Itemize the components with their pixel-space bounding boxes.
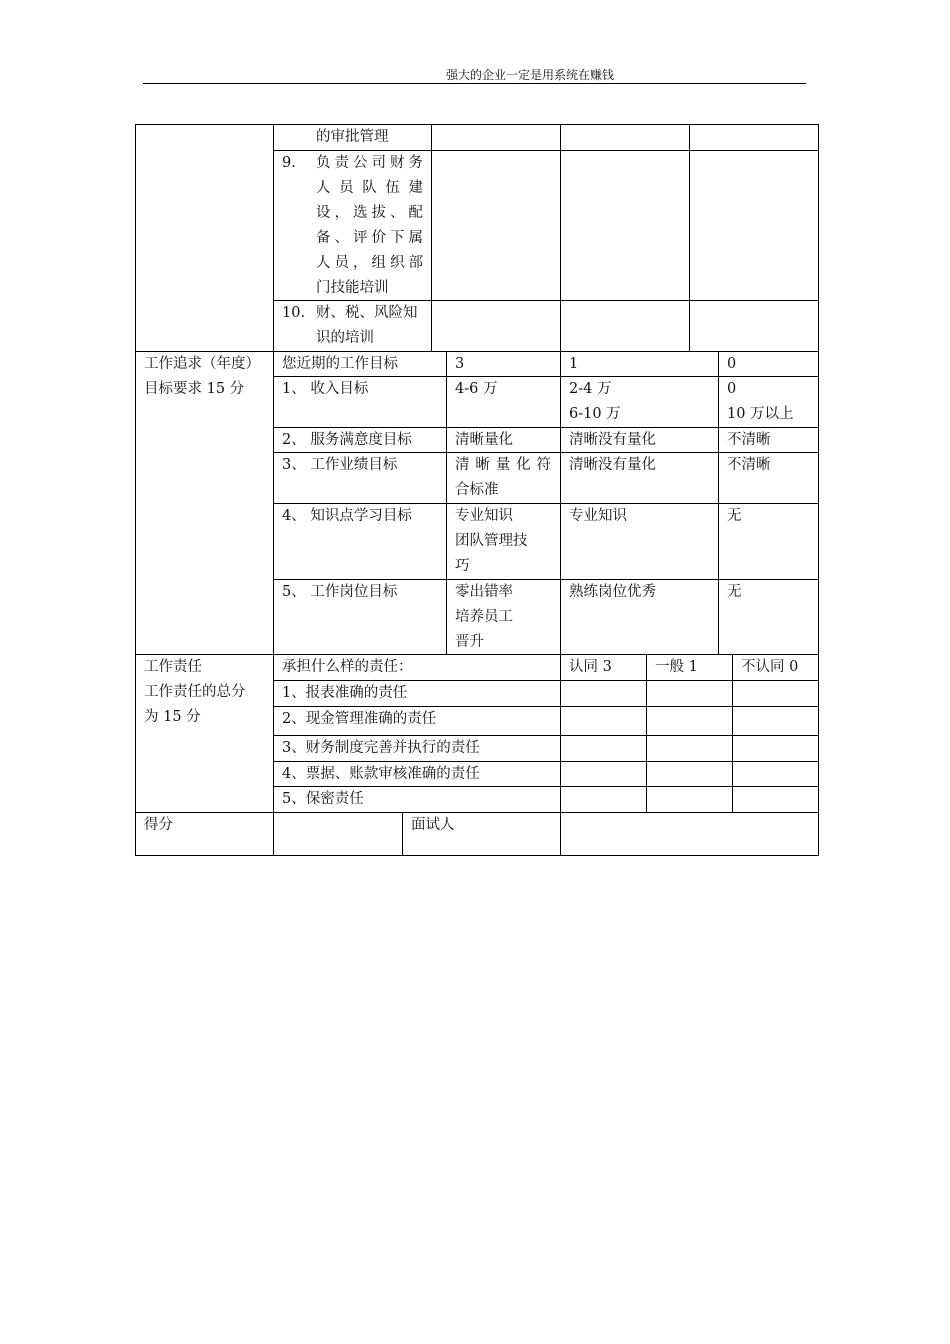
goal-option-high: 团队管理技 [455,533,528,549]
goal-option-low: 0 [727,381,737,397]
duty-item-9-line: 门技能培训 [316,280,389,296]
duty-item-9-line: 人员队伍建 [316,180,423,196]
col-divider [446,351,447,654]
goal-option-high: 巧 [455,558,470,574]
goal-option-high: 清晰量化符 [455,457,551,473]
table-border-left [135,124,136,856]
col-divider [646,654,647,812]
goal-option-mid: 清晰没有量化 [569,432,656,448]
col-divider [732,654,733,812]
col-divider [431,124,432,351]
responsibility-label-line: 工作责任的总分 [144,684,246,700]
responsibility-col-neutral: 一般 1 [655,659,698,675]
goal-option-low: 不清晰 [727,432,771,448]
goal-option-high: 培养员工 [455,609,513,625]
goal-item: 3、 工作业绩目标 [282,457,398,473]
goal-option-mid: 6-10 万 [569,406,621,422]
responsibility-item: 4、票据、账款审核准确的责任 [282,766,480,782]
goals-label-line: 目标要求 15 分 [144,381,245,397]
duty-item-10-line: 识的培训 [316,330,374,346]
col-divider [560,124,561,855]
goal-option-high: 清晰量化 [455,432,513,448]
duty-item-10-line: 财、税、风险知 [316,305,418,321]
duty-item-8-tail: 的审批管理 [316,129,389,145]
col-divider [718,351,719,654]
goal-option-mid: 清晰没有量化 [569,457,656,473]
goals-score-low: 0 [727,356,737,372]
goal-option-low: 不清晰 [727,457,771,473]
goal-item: 2、 服务满意度目标 [282,432,412,448]
table-border-top [135,124,819,125]
table-border-right [818,124,819,856]
goal-option-high: 4-6 万 [455,381,498,397]
duty-item-9-number: 9. [282,155,296,171]
responsibility-item: 2、现金管理准确的责任 [282,711,437,727]
header-rule [143,83,806,84]
table-border-bottom [135,855,819,856]
goal-option-high: 合标准 [455,482,499,498]
duty-item-10-number: 10. [282,305,306,321]
goal-option-high: 专业知识 [455,508,513,524]
interviewer-label: 面试人 [411,817,455,833]
duty-item-9-line: 负责公司财务 [316,155,423,171]
interviewer-value-cell[interactable] [561,813,818,855]
duty-item-9-line: 备、评价下属 [316,230,423,246]
goals-label-line: 工作追求（年度） [144,356,260,372]
goal-option-mid: 专业知识 [569,508,627,524]
col-divider [273,124,274,856]
responsibility-label-line: 工作责任 [144,659,202,675]
goal-option-mid: 2-4 万 [569,381,612,397]
goal-item: 1、 收入目标 [282,381,369,397]
responsibility-col-agree: 认同 3 [569,659,612,675]
goal-option-low: 10 万以上 [727,406,794,422]
goal-option-low: 无 [727,508,742,524]
responsibility-question: 承担什么样的责任： [282,659,413,675]
col-divider [402,812,403,855]
responsibility-col-disagree: 不认同 0 [741,659,799,675]
goal-option-mid: 熟练岗位优秀 [569,584,656,600]
responsibility-item: 1、报表准确的责任 [282,685,408,701]
duty-item-9-line: 设，选拔、配 [316,205,423,221]
goal-option-high: 零出错率 [455,584,513,600]
goal-option-high: 晋升 [455,634,484,650]
responsibility-label-line: 为 15 分 [144,709,201,725]
score-value-cell[interactable] [274,813,401,855]
goal-item: 4、 知识点学习目标 [282,508,412,524]
goal-option-low: 无 [727,584,742,600]
col-divider [689,124,690,351]
header-text: 强大的企业一定是用系统在赚钱 [446,68,615,82]
goals-score-high: 3 [455,356,465,372]
responsibility-item: 3、财务制度完善并执行的责任 [282,740,480,756]
responsibility-item: 5、保密责任 [282,791,364,807]
score-label: 得分 [144,817,173,833]
goal-item: 5、 工作岗位目标 [282,584,398,600]
duty-item-9-line: 人员，组织部 [316,255,423,271]
goals-score-mid: 1 [569,356,579,372]
goals-question: 您近期的工作目标 [282,356,398,372]
